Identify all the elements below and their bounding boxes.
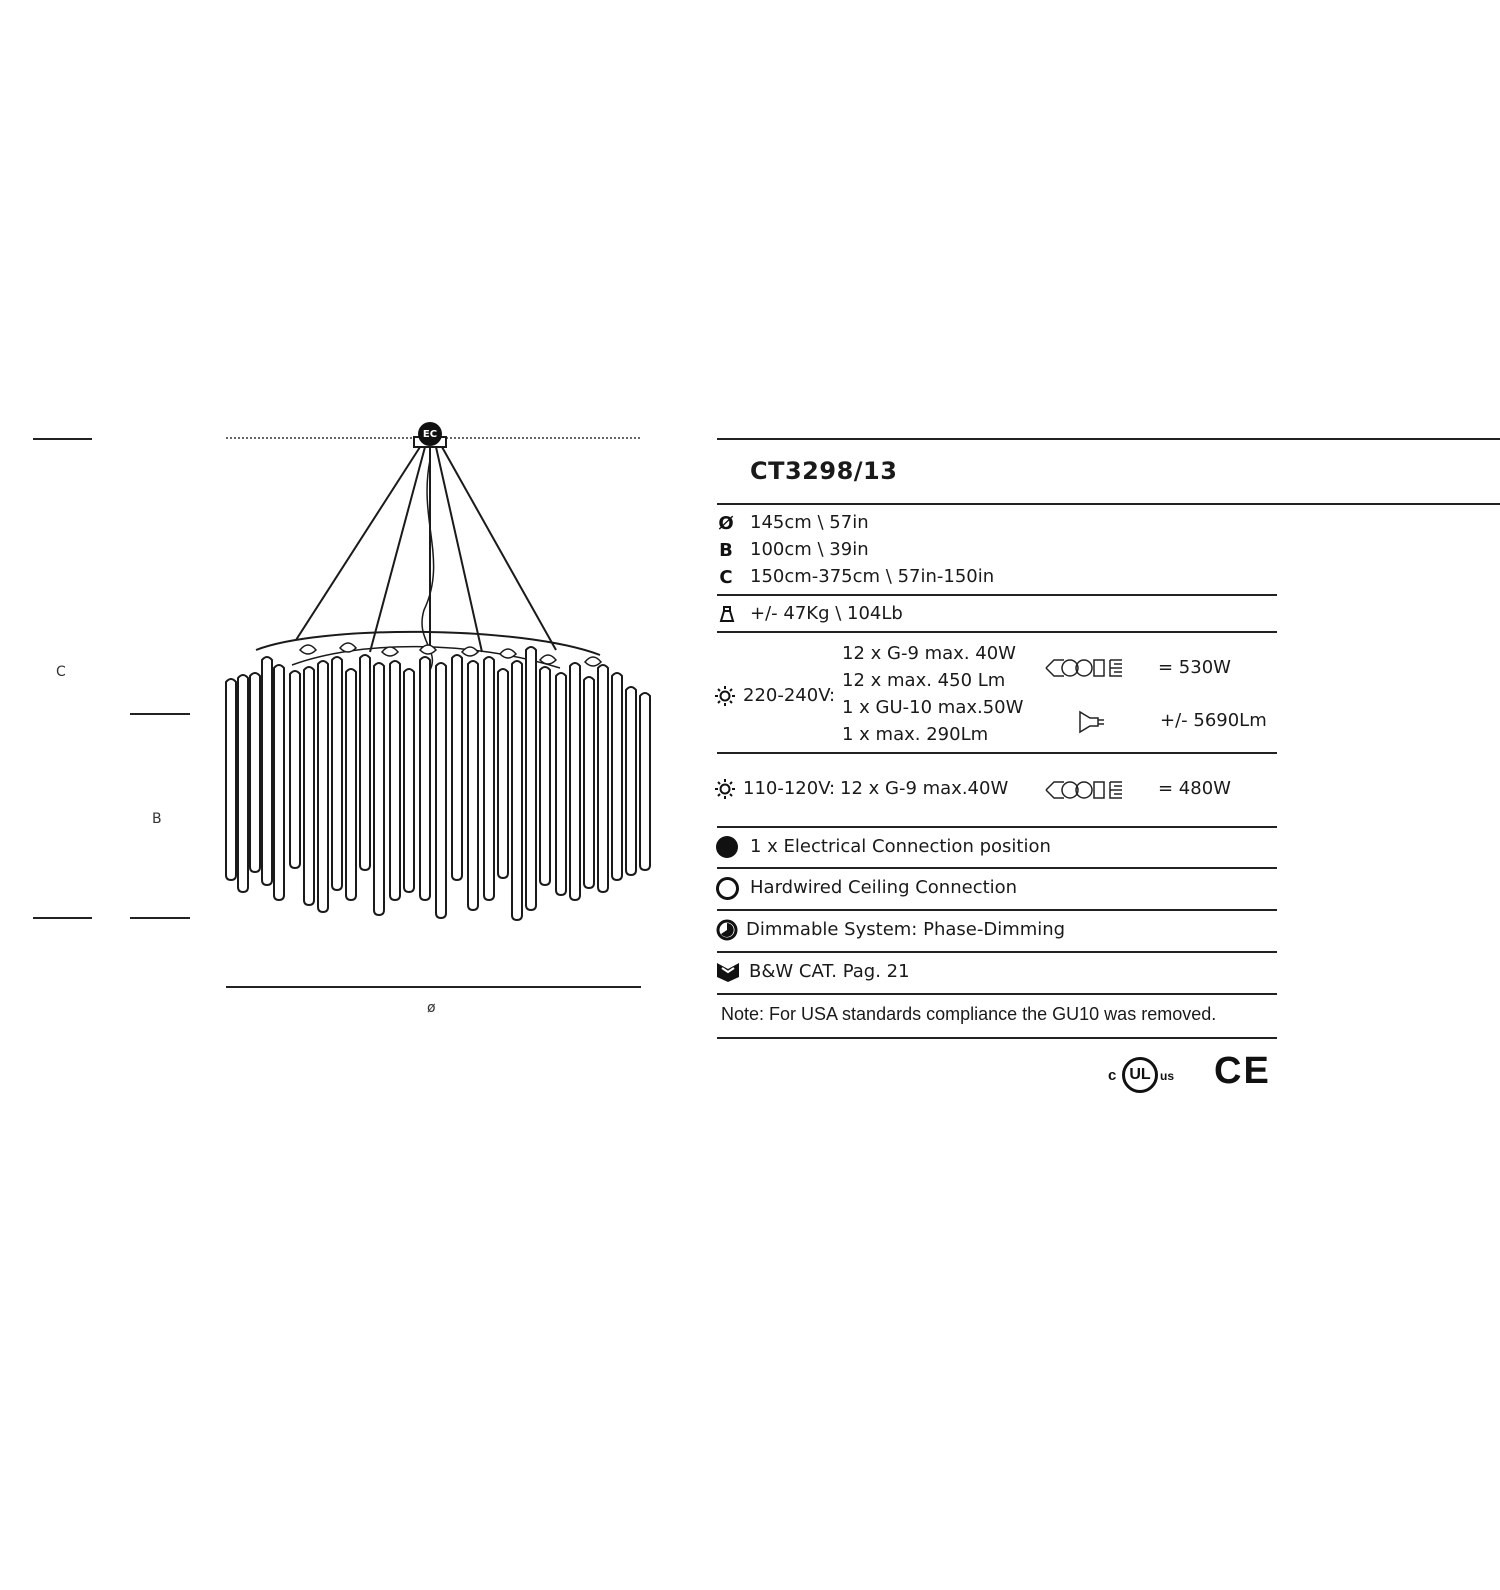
glass-tube <box>274 665 284 900</box>
ul-letters: UL <box>1129 1066 1151 1083</box>
voltage-us-label: 110-120V: <box>743 778 836 799</box>
row-rule-8 <box>717 993 1277 995</box>
dim-label-c: C <box>56 664 66 680</box>
ce-mark: CE <box>1214 1050 1271 1092</box>
feature-hardwired-connection: Hardwired Ceiling Connection <box>750 877 1018 898</box>
voltage-eu-line-1: 12 x G-9 max. 40W <box>842 643 1016 664</box>
weight-value: +/- 47Kg \ 104Lb <box>750 603 903 624</box>
glass-tube <box>346 669 356 900</box>
g9-bulb-icon-us <box>1044 778 1136 802</box>
feature-catalog: B&W CAT. Pag. 21 <box>749 961 910 982</box>
ec-badge-label: EC <box>422 428 438 440</box>
height-c-icon: C <box>719 566 733 588</box>
frame-leaf <box>540 655 556 664</box>
dimension-c: 150cm-375cm \ 57in-150in <box>750 566 995 587</box>
glass-tube <box>436 663 446 918</box>
frame-leaf <box>585 657 601 666</box>
glass-tube <box>570 663 580 900</box>
glass-tube <box>512 661 522 920</box>
row-rule-1 <box>717 594 1277 596</box>
feature-electrical-connection: 1 x Electrical Connection position <box>750 836 1051 857</box>
frame-leaf <box>382 647 398 656</box>
bulb-sun-icon-us <box>715 779 735 799</box>
glass-tube <box>360 655 370 870</box>
frame-leaf <box>300 645 316 654</box>
row-rule-7 <box>717 951 1277 953</box>
glass-tube <box>640 693 650 870</box>
glass-tube <box>498 669 508 878</box>
row-rule-6 <box>717 909 1277 911</box>
diameter-icon: Ø <box>718 512 734 534</box>
glass-tube <box>250 673 260 872</box>
cul-c-letter: c <box>1108 1067 1117 1084</box>
glass-tube <box>318 661 328 912</box>
glass-tube <box>420 657 430 900</box>
glass-tube <box>612 673 622 880</box>
glass-tube <box>290 671 300 868</box>
voltage-eu-total-lumens: +/- 5690Lm <box>1160 710 1267 731</box>
row-rule-4 <box>717 826 1277 828</box>
voltage-eu-line-4: 1 x max. 290Lm <box>842 724 989 745</box>
model-title: CT3298/13 <box>750 457 898 485</box>
g9-bulb-icon <box>1044 656 1136 680</box>
bulb-sun-icon <box>715 686 735 706</box>
ul-circle <box>1122 1057 1158 1093</box>
glass-tube <box>584 677 594 888</box>
spec-title-rule <box>717 503 1500 505</box>
glass-tube <box>226 679 236 880</box>
glass-tube <box>404 669 414 892</box>
glass-tube <box>540 667 550 885</box>
catalog-icon <box>716 961 740 983</box>
voltage-us-total-watts: = 480W <box>1158 778 1231 799</box>
dim-label-diameter: ø <box>427 1000 436 1016</box>
cul-us-mark <box>1108 1055 1184 1095</box>
dimmer-icon <box>716 919 738 941</box>
usa-compliance-note: Note: For USA standards compliance the GU10 was removed. <box>721 1004 1217 1024</box>
row-rule-2 <box>717 631 1277 633</box>
glass-tube <box>332 657 342 890</box>
glass-tube <box>374 663 384 915</box>
ec-badge-icon <box>716 836 738 858</box>
glass-tube <box>626 687 636 875</box>
glass-tube <box>390 661 400 900</box>
feature-dimmable: Dimmable System: Phase-Dimming <box>746 919 1066 940</box>
row-rule-3 <box>717 752 1277 754</box>
dim-label-b: B <box>152 811 162 827</box>
glass-tube <box>262 657 272 885</box>
spec-top-rule <box>717 438 1500 440</box>
row-rule-5 <box>717 867 1277 869</box>
row-rule-9 <box>717 1037 1277 1039</box>
voltage-us-line: 12 x G-9 max.40W <box>840 778 1009 799</box>
circle-icon <box>716 877 739 900</box>
glass-tube <box>526 647 536 910</box>
dimension-b: 100cm \ 39in <box>750 539 869 560</box>
height-b-icon: B <box>719 539 733 561</box>
glass-tube <box>452 655 462 880</box>
glass-tube <box>598 665 608 892</box>
gu10-bulb-icon <box>1078 710 1108 734</box>
voltage-eu-label: 220-240V: <box>743 685 836 706</box>
dimension-diameter: 145cm \ 57in <box>750 512 869 533</box>
voltage-eu-total-watts: = 530W <box>1158 657 1231 678</box>
glass-tube <box>238 675 248 892</box>
voltage-eu-line-2: 12 x max. 450 Lm <box>842 670 1006 691</box>
frame-leaf <box>500 649 516 658</box>
weight-icon <box>717 604 737 624</box>
glass-tube <box>468 661 478 910</box>
glass-tube <box>556 673 566 895</box>
voltage-eu-line-3: 1 x GU-10 max.50W <box>842 697 1024 718</box>
ec-badge <box>418 422 442 446</box>
glass-tube <box>304 667 314 905</box>
cul-us-letters: us <box>1160 1069 1175 1083</box>
frame-leaf <box>340 643 356 652</box>
glass-tube <box>484 657 494 900</box>
